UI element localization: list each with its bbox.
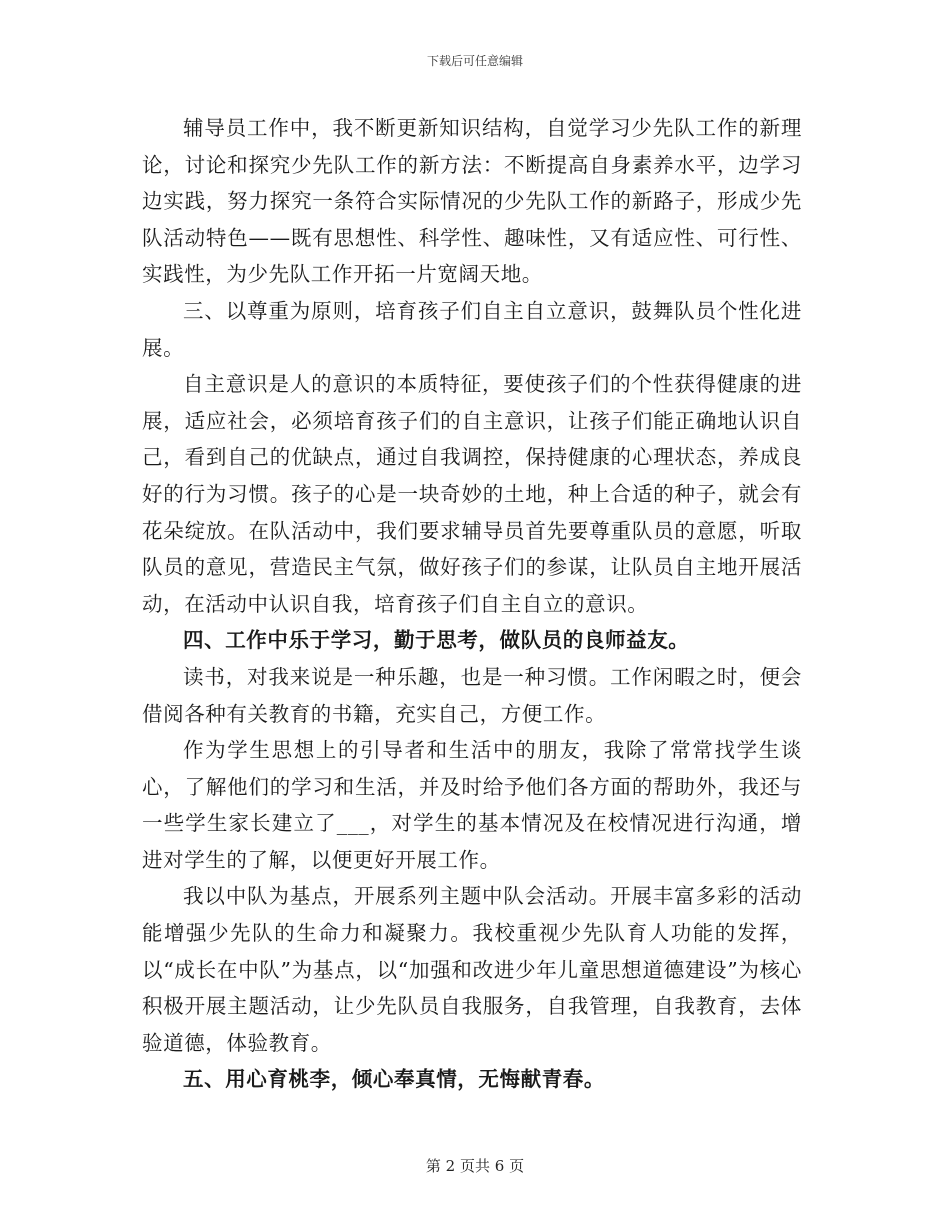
heading-section-five: 五、用心育桃李，倾心奉真情，无悔献青春。	[183, 1067, 605, 1092]
page-header: 下载后可任意编辑	[426, 54, 523, 68]
heading-section-three: 三、以尊重为原则，培育孩子们自主自立意识，鼓舞队员个性化进展。	[142, 298, 802, 360]
document-body	[142, 110, 802, 1098]
paragraph-squad-activities: 我以中队为基点，开展系列主题中队会活动。开展丰富多彩的活动能增强少先队的生命力和凝聚力。我校重视少先队育人功能的发挥，以“成长在中队”为基点，以“加强和改进少年儿童思想道德建设”为核心积极开展主题活动，让少先队员自我服务，自我管理，自我教育，去体验道德，体验教育。	[142, 884, 802, 1055]
paragraph-self-awareness: 自主意识是人的意识的本质特征，要使孩子们的个性获得健康的进展，适应社会，必须培育孩子们的自主意识，让孩子们能正确地认识自己，看到自己的优缺点，通过自我调控，保持健康的心理状态，养成良好的行为习惯。孩子的心是一块奇妙的土地，种上合适的种子，就会有花朵绽放。在队活动中，我们要求辅导员首先要尊重队员的意愿，听取队员的意见，营造民主气氛，做好孩子们的参谋，让队员自主地开展活动，在活动中认识自我，培育孩子们自主自立的意识。	[142, 372, 802, 616]
paragraph-counselor-learning: 辅导员工作中，我不断更新知识结构，自觉学习少先队工作的新理论，讨论和探究少先队工作的新方法：不断提高自身素养水平，边学习边实践，努力探究一条符合实际情况的少先队工作的新路子，形成少先队活动特色——既有思想性、科学性、趣味性，又有适应性、可行性、实践性，为少先队工作开拓一片宽阔天地。	[142, 116, 802, 287]
page-number: 第 2 页共 6 页	[425, 1157, 525, 1175]
paragraph-reading: 读书，对我来说是一种乐趣，也是一种习惯。工作闲暇之时，便会借阅各种有关教育的书籍，充实自己，方便工作。	[142, 664, 802, 726]
paragraph-guide-friend: 作为学生思想上的引导者和生活中的朋友，我除了常常找学生谈心，了解他们的学习和生活，并及时给予他们各方面的帮助外，我还与一些学生家长建立了___，对学生的基本情况及在校情况进行沟通，增进对学生的了解，以便更好开展工作。	[142, 738, 802, 872]
heading-section-four: 四、工作中乐于学习，勤于思考，做队员的良师益友。	[183, 628, 690, 653]
